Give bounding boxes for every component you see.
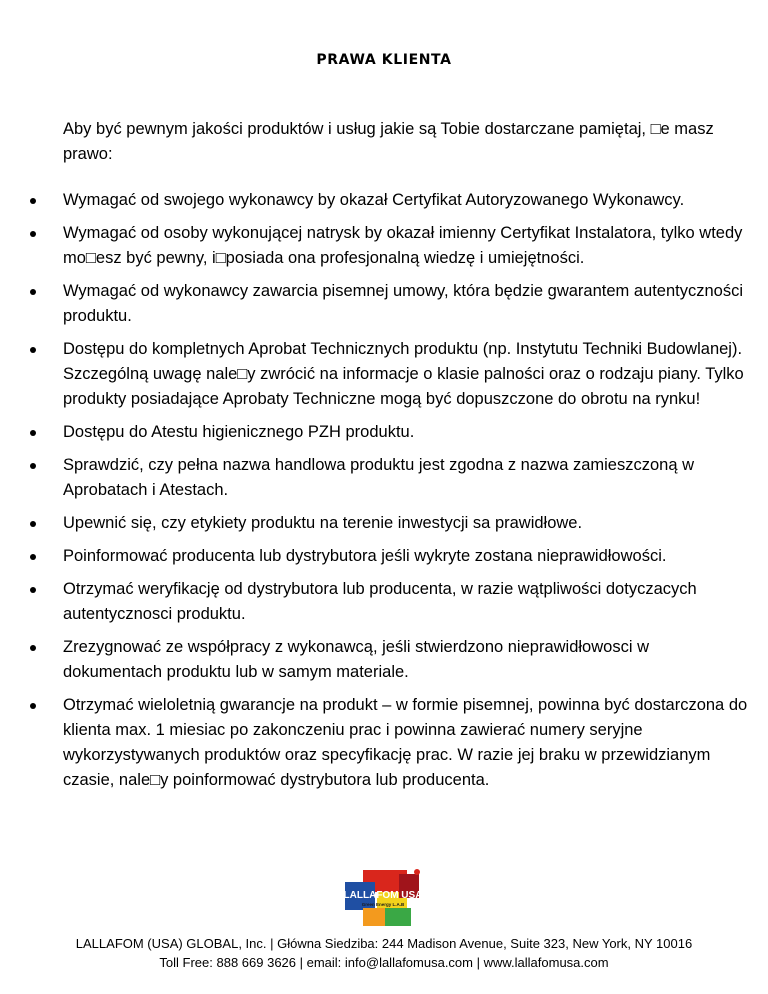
rights-item-text: Wymagać od osoby wykonującej natrysk by okazał imienny Certyfikat Instalatora, tylko wtedy mo□esz być pewny, i□posiada ona profesjonalną wiedzę i umiejętności.	[63, 224, 743, 267]
rights-list-item	[0, 511, 768, 536]
rights-list	[0, 188, 768, 801]
footer	[0, 934, 768, 972]
bullet-icon	[30, 521, 36, 527]
bullet-icon	[30, 347, 36, 353]
logo-brand-text: LALLAFOM USA	[343, 890, 423, 901]
bullet-icon	[30, 198, 36, 204]
bullet-icon	[30, 645, 36, 651]
bullet-icon	[30, 231, 36, 237]
bullet-icon	[30, 289, 36, 295]
bullet-icon	[30, 703, 36, 709]
rights-item-text: Upewnić się, czy etykiety produktu na terenie inwestycji sa prawidłowe.	[63, 514, 583, 532]
rights-list-item	[0, 693, 768, 793]
footer-address: LALLAFOM (USA) GLOBAL, Inc. | Główna Siedziba: 244 Madison Avenue, Suite 323, New York, NY 10016	[75, 936, 693, 951]
rights-item-text: Sprawdzić, czy pełna nazwa handlowa produktu jest zgodna z nazwa zamieszczoną w Aprobatach i Atestach.	[63, 456, 695, 499]
rights-item-text: Otrzymać wieloletnią gwarancje na produkt – w formie pisemnej, powinna być dostarczona do klienta max. 1 miesiac po zakonczeniu prac i powinna zawierać numery seryjne wykorzystywanych produktów oraz specyfikację prac. W razie jej braku w przewidzianym czasie, nale□y poinformować dystrybutora lub producenta.	[63, 696, 748, 789]
rights-item-text: Dostępu do Atestu higienicznego PZH produktu.	[63, 423, 415, 441]
footer-contact: Toll Free: 888 669 3626 | email: info@lallafomusa.com | www.lallafomusa.com	[159, 955, 609, 970]
bullet-icon	[30, 430, 36, 436]
bullet-icon	[30, 587, 36, 593]
rights-item-text: Wymagać od swojego wykonawcy by okazał Certyfikat Autoryzowanego Wykonawcy.	[63, 191, 685, 209]
rights-list-item	[0, 188, 768, 213]
logo-tagline-text: Green Energy L.A.B	[361, 902, 405, 907]
bullet-icon	[30, 554, 36, 560]
bullet-icon	[30, 463, 36, 469]
rights-list-item	[0, 577, 768, 627]
intro-paragraph: Aby być pewnym jakości produktów i usług jakie są Tobie dostarczane pamiętaj, □e masz prawo:	[63, 120, 714, 163]
rights-list-item	[0, 337, 768, 412]
rights-list-item	[0, 221, 768, 271]
company-logo	[343, 868, 423, 928]
rights-item-text: Otrzymać weryfikację od dystrybutora lub producenta, w razie wątpliwości dotyczacych autentycznosci produktu.	[63, 580, 697, 623]
rights-item-text: Poinformować producenta lub dystrybutora jeśli wykryte zostana nieprawidłowości.	[63, 547, 667, 565]
rights-list-item	[0, 544, 768, 569]
rights-item-text: Wymagać od wykonawcy zawarcia pisemnej umowy, która będzie gwarantem autentyczności produktu.	[63, 282, 744, 325]
rights-list-item	[0, 453, 768, 503]
rights-item-text: Zrezygnować ze współpracy z wykonawcą, jeśli stwierdzono nieprawidłowosci w dokumentach produktu lub w samym materiale.	[63, 638, 649, 681]
document-title: PRAWA KLIENTA	[316, 52, 452, 68]
rights-list-item	[0, 279, 768, 329]
rights-item-text: Dostępu do kompletnych Aprobat Technicznych produktu (np. Instytutu Techniki Budowlanej). Szczególną uwagę nale□y zwrócić na informacje o klasie palności oraz o rodzaju piany. Tylko produkty posiadające Aprobaty Techniczne mogą być dopuszczone do obrotu na rynku!	[63, 340, 744, 408]
rights-list-item	[0, 420, 768, 445]
rights-list-item	[0, 635, 768, 685]
